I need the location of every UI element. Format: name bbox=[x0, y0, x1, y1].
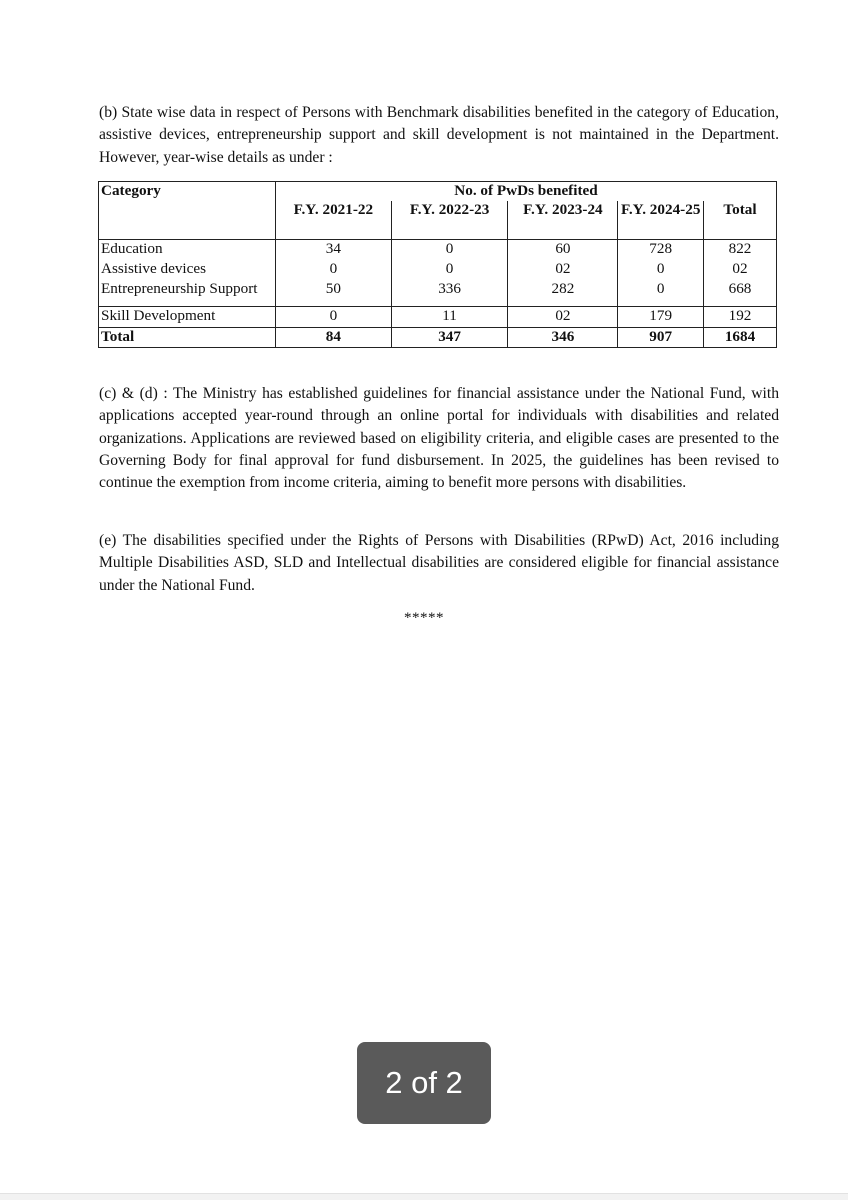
row-category: Assistive devices bbox=[99, 260, 276, 280]
table-cell: 02 bbox=[508, 307, 618, 328]
table-cell: 0 bbox=[618, 280, 704, 300]
row-category: Skill Development bbox=[99, 307, 276, 328]
end-marker: ***** bbox=[404, 610, 444, 626]
page-indicator: 2 of 2 bbox=[357, 1042, 491, 1124]
table-cell: 02 bbox=[508, 260, 618, 280]
table-cell: 0 bbox=[275, 307, 391, 328]
column-header: F.Y. 2023-24 bbox=[508, 201, 618, 240]
table-cell: 0 bbox=[391, 260, 508, 280]
group-header: No. of PwDs benefited bbox=[275, 182, 776, 202]
table-row bbox=[99, 240, 777, 261]
paragraph-b: (b) State wise data in respect of Persons with Benchmark disabilities benefited in the category of Education, assistive devices, entrepreneurship support and skill development is not maintained in the Department. However, year-wise details as under : bbox=[99, 104, 779, 166]
table-cell: 11 bbox=[391, 307, 508, 328]
table-cell: 282 bbox=[508, 280, 618, 300]
page-bottom-edge bbox=[0, 1193, 848, 1200]
table-cell: 668 bbox=[704, 280, 777, 300]
table-row bbox=[99, 307, 777, 328]
total-row bbox=[99, 328, 777, 348]
table-cell: 34 bbox=[275, 240, 391, 261]
column-header: F.Y. 2021-22 bbox=[275, 201, 391, 240]
table-cell: 50 bbox=[275, 280, 391, 300]
column-header: F.Y. 2022-23 bbox=[391, 201, 508, 240]
table-cell: 0 bbox=[618, 260, 704, 280]
table-cell: 728 bbox=[618, 240, 704, 261]
table-cell: 179 bbox=[618, 307, 704, 328]
table-cell: 60 bbox=[508, 240, 618, 261]
table-cell: 02 bbox=[704, 260, 777, 280]
column-header: Total bbox=[704, 201, 777, 240]
category-header: Category bbox=[99, 182, 276, 240]
total-label: Total bbox=[99, 328, 276, 348]
pwd-benefit-table bbox=[98, 181, 777, 348]
table-cell: 336 bbox=[391, 280, 508, 300]
table-row bbox=[99, 260, 777, 280]
row-category: Education bbox=[99, 240, 276, 261]
column-header: F.Y. 2024-25 bbox=[618, 201, 704, 240]
table-cell: 0 bbox=[275, 260, 391, 280]
paragraph-cd: (c) & (d) : The Ministry has established guidelines for financial assistance under the National Fund, with applications accepted year-round through an online portal for individuals with disabilities and related organizations. Applications are reviewed based on eligibility criteria, and eligible cases are presented to the Governing Body for final approval for fund disbursement. In 2025, the guidelines has been revised to continue the exemption from income criteria, aiming to benefit more persons with disabilities. bbox=[99, 385, 779, 492]
paragraph-e: (e) The disabilities specified under the Rights of Persons with Disabilities (RPwD) Act, 2016 including Multiple Disabilities ASD, SLD and Intellectual disabilities are considered eligible for financial assistance under the National Fund. bbox=[99, 532, 779, 594]
total-cell: 907 bbox=[618, 328, 704, 348]
total-cell: 1684 bbox=[704, 328, 777, 348]
table-cell: 0 bbox=[391, 240, 508, 261]
table-cell: 822 bbox=[704, 240, 777, 261]
row-category: Entrepreneurship Support bbox=[99, 280, 276, 300]
total-cell: 84 bbox=[275, 328, 391, 348]
table-row bbox=[99, 280, 777, 300]
total-cell: 346 bbox=[508, 328, 618, 348]
total-cell: 347 bbox=[391, 328, 508, 348]
table-cell: 192 bbox=[704, 307, 777, 328]
